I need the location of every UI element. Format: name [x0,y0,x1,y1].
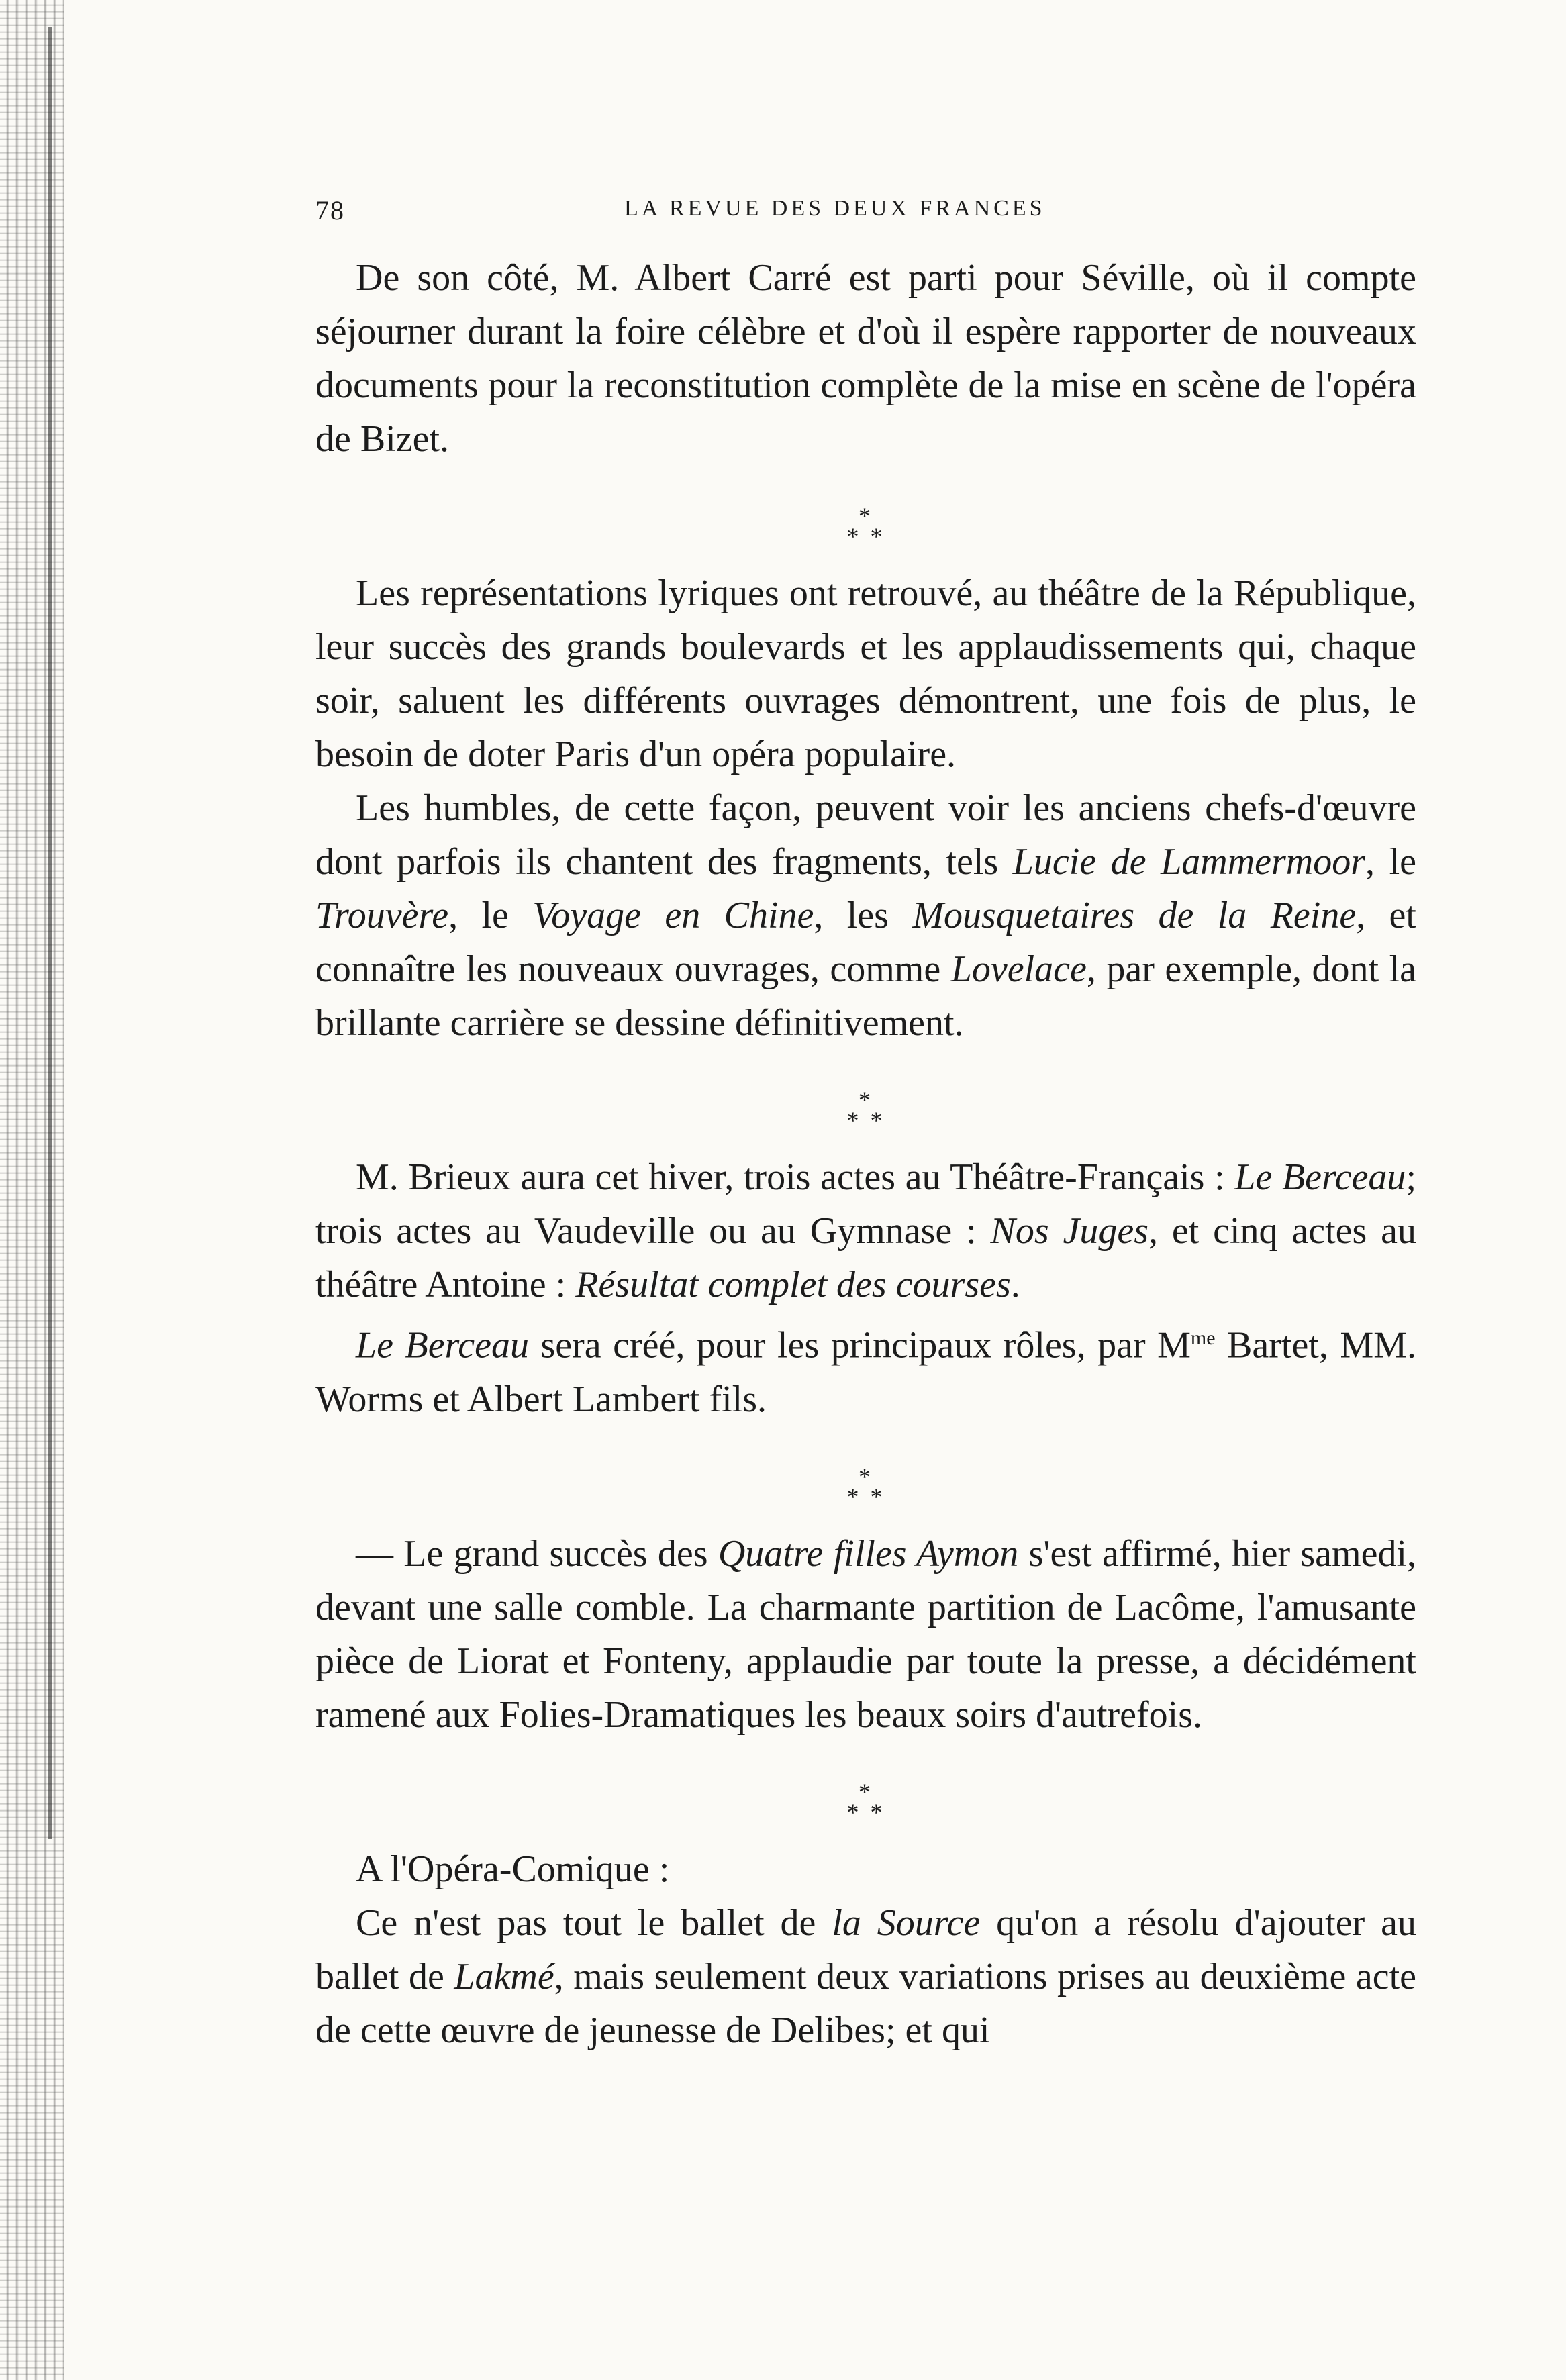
section-ornament: * * * [846,503,885,550]
paragraph-opera-comique-heading: A l'Opéra-Comique : [356,1848,670,1890]
running-title: LA REVUE DES DEUX FRANCES [624,196,1046,221]
page-number: 78 [315,195,345,226]
binding-shadow [48,27,52,1839]
section-ornament: * * * [846,1462,885,1510]
paragraph-brieux: M. Brieux aura cet hiver, trois actes au Théâtre-Français : Le Berceau; trois actes au Vaudeville ou au Gymnase : Nos Juges, et cinq actes au théâtre Antoine : Résultat complet des courses. [315,1156,1416,1305]
paragraph-ballet-source: Ce n'est pas tout le ballet de la Source qu'on a résolu d'ajouter au ballet de Lakmé, mais seulement deux variations prises au deuxième acte de cette œuvre de jeunesse de Delibes; et qui [315,1901,1416,2051]
paragraph-representations-lyriques: Les représentations lyriques ont retrouvé, au théâtre de la République, leur succès des grands boulevards et les applaudissements qui, chaque soir, saluent les différents ouvrages démontrent, une fois de plus, le besoin de doter Paris d'un opéra populaire. [315,573,1416,775]
section-ornament: * * * [846,1087,885,1134]
running-head [315,181,1416,228]
paragraph-quatre-filles-aymon: — Le grand succès des Quatre filles Aymon s'est affirmé, hier samedi, devant une salle comble. La charmante partition de Lacôme, l'amusante pièce de Liorat et Fonteny, applaudie par toute la presse, a décidément ramené aux Folies-Dramatiques les beaux soirs d'autrefois. [315,1532,1417,1736]
paragraph-les-humbles: Les humbles, de cette façon, peuvent voir les anciens chefs-d'œuvre dont parfois ils chantent des fragments, tels Lucie de Lammermoor, le Trouvère, le Voyage en Chine, les Mousquetaires de la Reine, et connaître les nouveaux ouvrages, comme Lovelace, par exemple, dont la brillante carrière se dessine définitivement. [315,787,1416,1044]
paragraph-le-berceau: Le Berceau sera créé, pour les principaux rôles, par $M^{me}$ Bartet, MM. Worms et Albert Lambert fils. [315,1324,1416,1420]
section-ornament: * * * [846,1778,885,1826]
binding-edge [0,0,64,2380]
page [315,181,1416,2057]
paragraph-carre-seville: De son côté, M. Albert Carré est parti pour Séville, où il compte séjourner durant la foire célèbre et d'où il espère rapporter de nouveaux documents pour la reconstitution complète de la mise en scène de l'opéra de Bizet. [315,257,1416,460]
